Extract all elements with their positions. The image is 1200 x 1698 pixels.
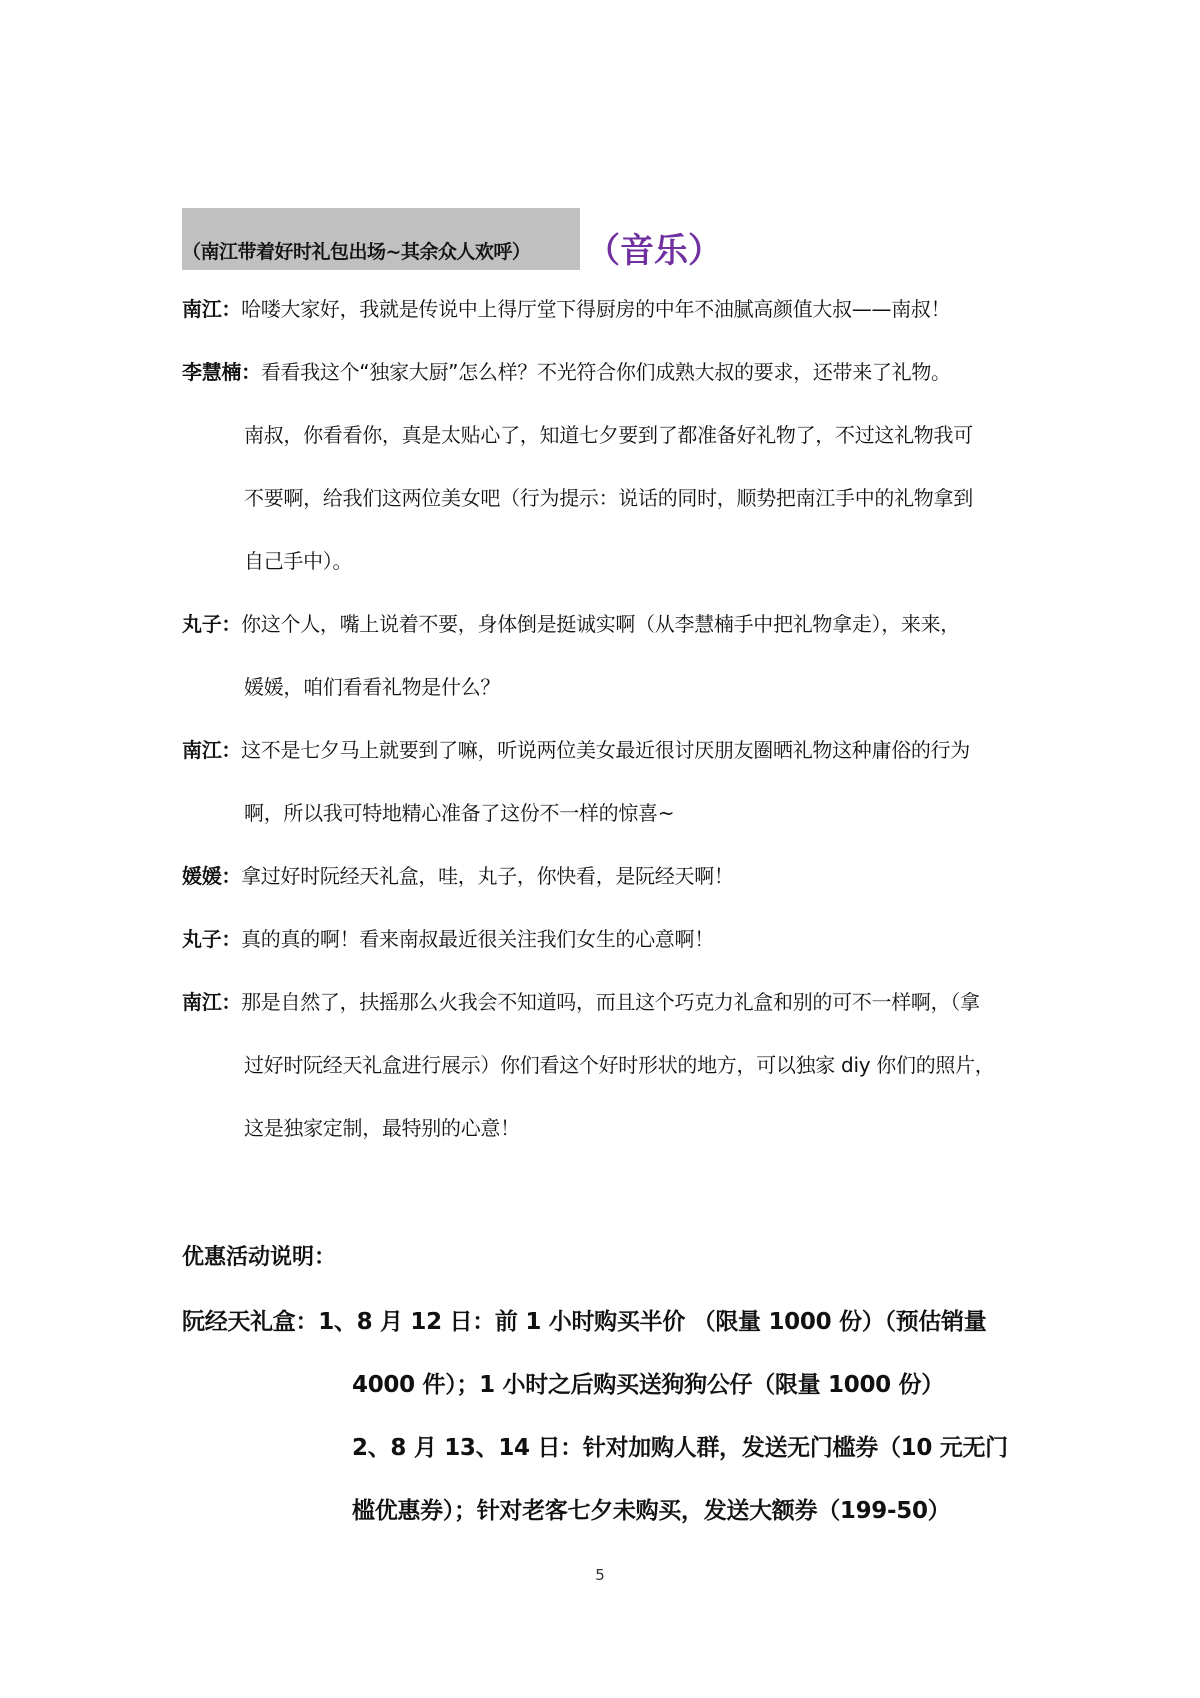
dialogue-line	[182, 608, 960, 637]
speaker-name: 南江：	[182, 297, 242, 321]
promo-line: 2、8 月 13、14 日：针对加购人群，发送无门槛券（10 元无门	[352, 1435, 1008, 1461]
dialogue-line	[182, 860, 734, 889]
dialogue-text: 拿过好时阮经天礼盒，哇，丸子，你快看，是阮经天啊！	[241, 864, 734, 888]
dialogue-text: 看看我这个“独家大厨”怎么样？不光符合你们成熟大叔的要求，还带来了礼物。	[260, 360, 951, 384]
dialogue-continuation: 媛媛，咱们看看礼物是什么？	[244, 675, 501, 699]
promo-line: 4000 件）；1 小时之后购买送狗狗公仔（限量 1000 份）	[352, 1372, 944, 1398]
promo-line: 阮经天礼盒：1、8 月 12 日：前 1 小时购买半价 （限量 1000 份）（预估销量	[182, 1309, 987, 1335]
dialogue-continuation: 这是独家定制，最特别的心意！	[244, 1116, 520, 1140]
speaker-name: 李慧楠：	[182, 360, 261, 384]
dialogue-line	[182, 734, 970, 763]
dialogue-continuation: 啊，所以我可特地精心准备了这份不一样的惊喜~	[244, 801, 675, 825]
promo-line: 槛优惠券）；针对老客七夕未购买，发送大额券（199-50）	[352, 1498, 951, 1524]
music-cue: （音乐）	[586, 231, 722, 271]
dialogue-continuation: 过好时阮经天礼盒进行展示）你们看这个好时形状的地方，可以独家 diy 你们的照片，	[244, 1053, 995, 1077]
stage-direction-highlight	[182, 208, 580, 270]
dialogue-text: 那是自然了，扶摇那么火我会不知道吗，而且这个巧克力礼盒和别的可不一样啊，（拿	[241, 990, 980, 1014]
dialogue-text: 哈喽大家好，我就是传说中上得厅堂下得厨房的中年不油腻高颜值大叔——南叔！	[241, 297, 951, 321]
stage-direction-row	[182, 208, 722, 270]
dialogue-continuation: 自己手中）。	[244, 549, 353, 573]
speaker-name: 丸子：	[182, 927, 242, 951]
speaker-name: 媛媛：	[182, 864, 242, 888]
dialogue-line	[182, 986, 980, 1015]
dialogue-text: 这不是七夕马上就要到了嘛，听说两位美女最近很讨厌朋友圈晒礼物这种庸俗的行为	[241, 738, 971, 762]
speaker-name: 南江：	[182, 738, 242, 762]
speaker-name: 丸子：	[182, 612, 242, 636]
dialogue-text: 你这个人，嘴上说着不要，身体倒是挺诚实啊（从李慧楠手中把礼物拿走），来来，	[241, 612, 961, 636]
page-number: 5	[595, 1566, 605, 1584]
stage-direction-text: （南江带着好时礼包出场~其余众人欢呼）	[182, 241, 531, 263]
dialogue-continuation: 不要啊，给我们这两位美女吧（行为提示：说话的同时，顺势把南江手中的礼物拿到	[244, 486, 973, 510]
dialogue-line	[182, 293, 950, 322]
dialogue-line	[182, 923, 714, 952]
promo-section-title: 优惠活动说明：	[182, 1245, 337, 1270]
dialogue-continuation: 南叔，你看看你，真是太贴心了，知道七夕要到了都准备好礼物了，不过这礼物我可	[244, 423, 973, 447]
dialogue-line	[182, 356, 951, 385]
dialogue-text: 真的真的啊！看来南叔最近很关注我们女生的心意啊！	[241, 927, 714, 951]
speaker-name: 南江：	[182, 990, 242, 1014]
